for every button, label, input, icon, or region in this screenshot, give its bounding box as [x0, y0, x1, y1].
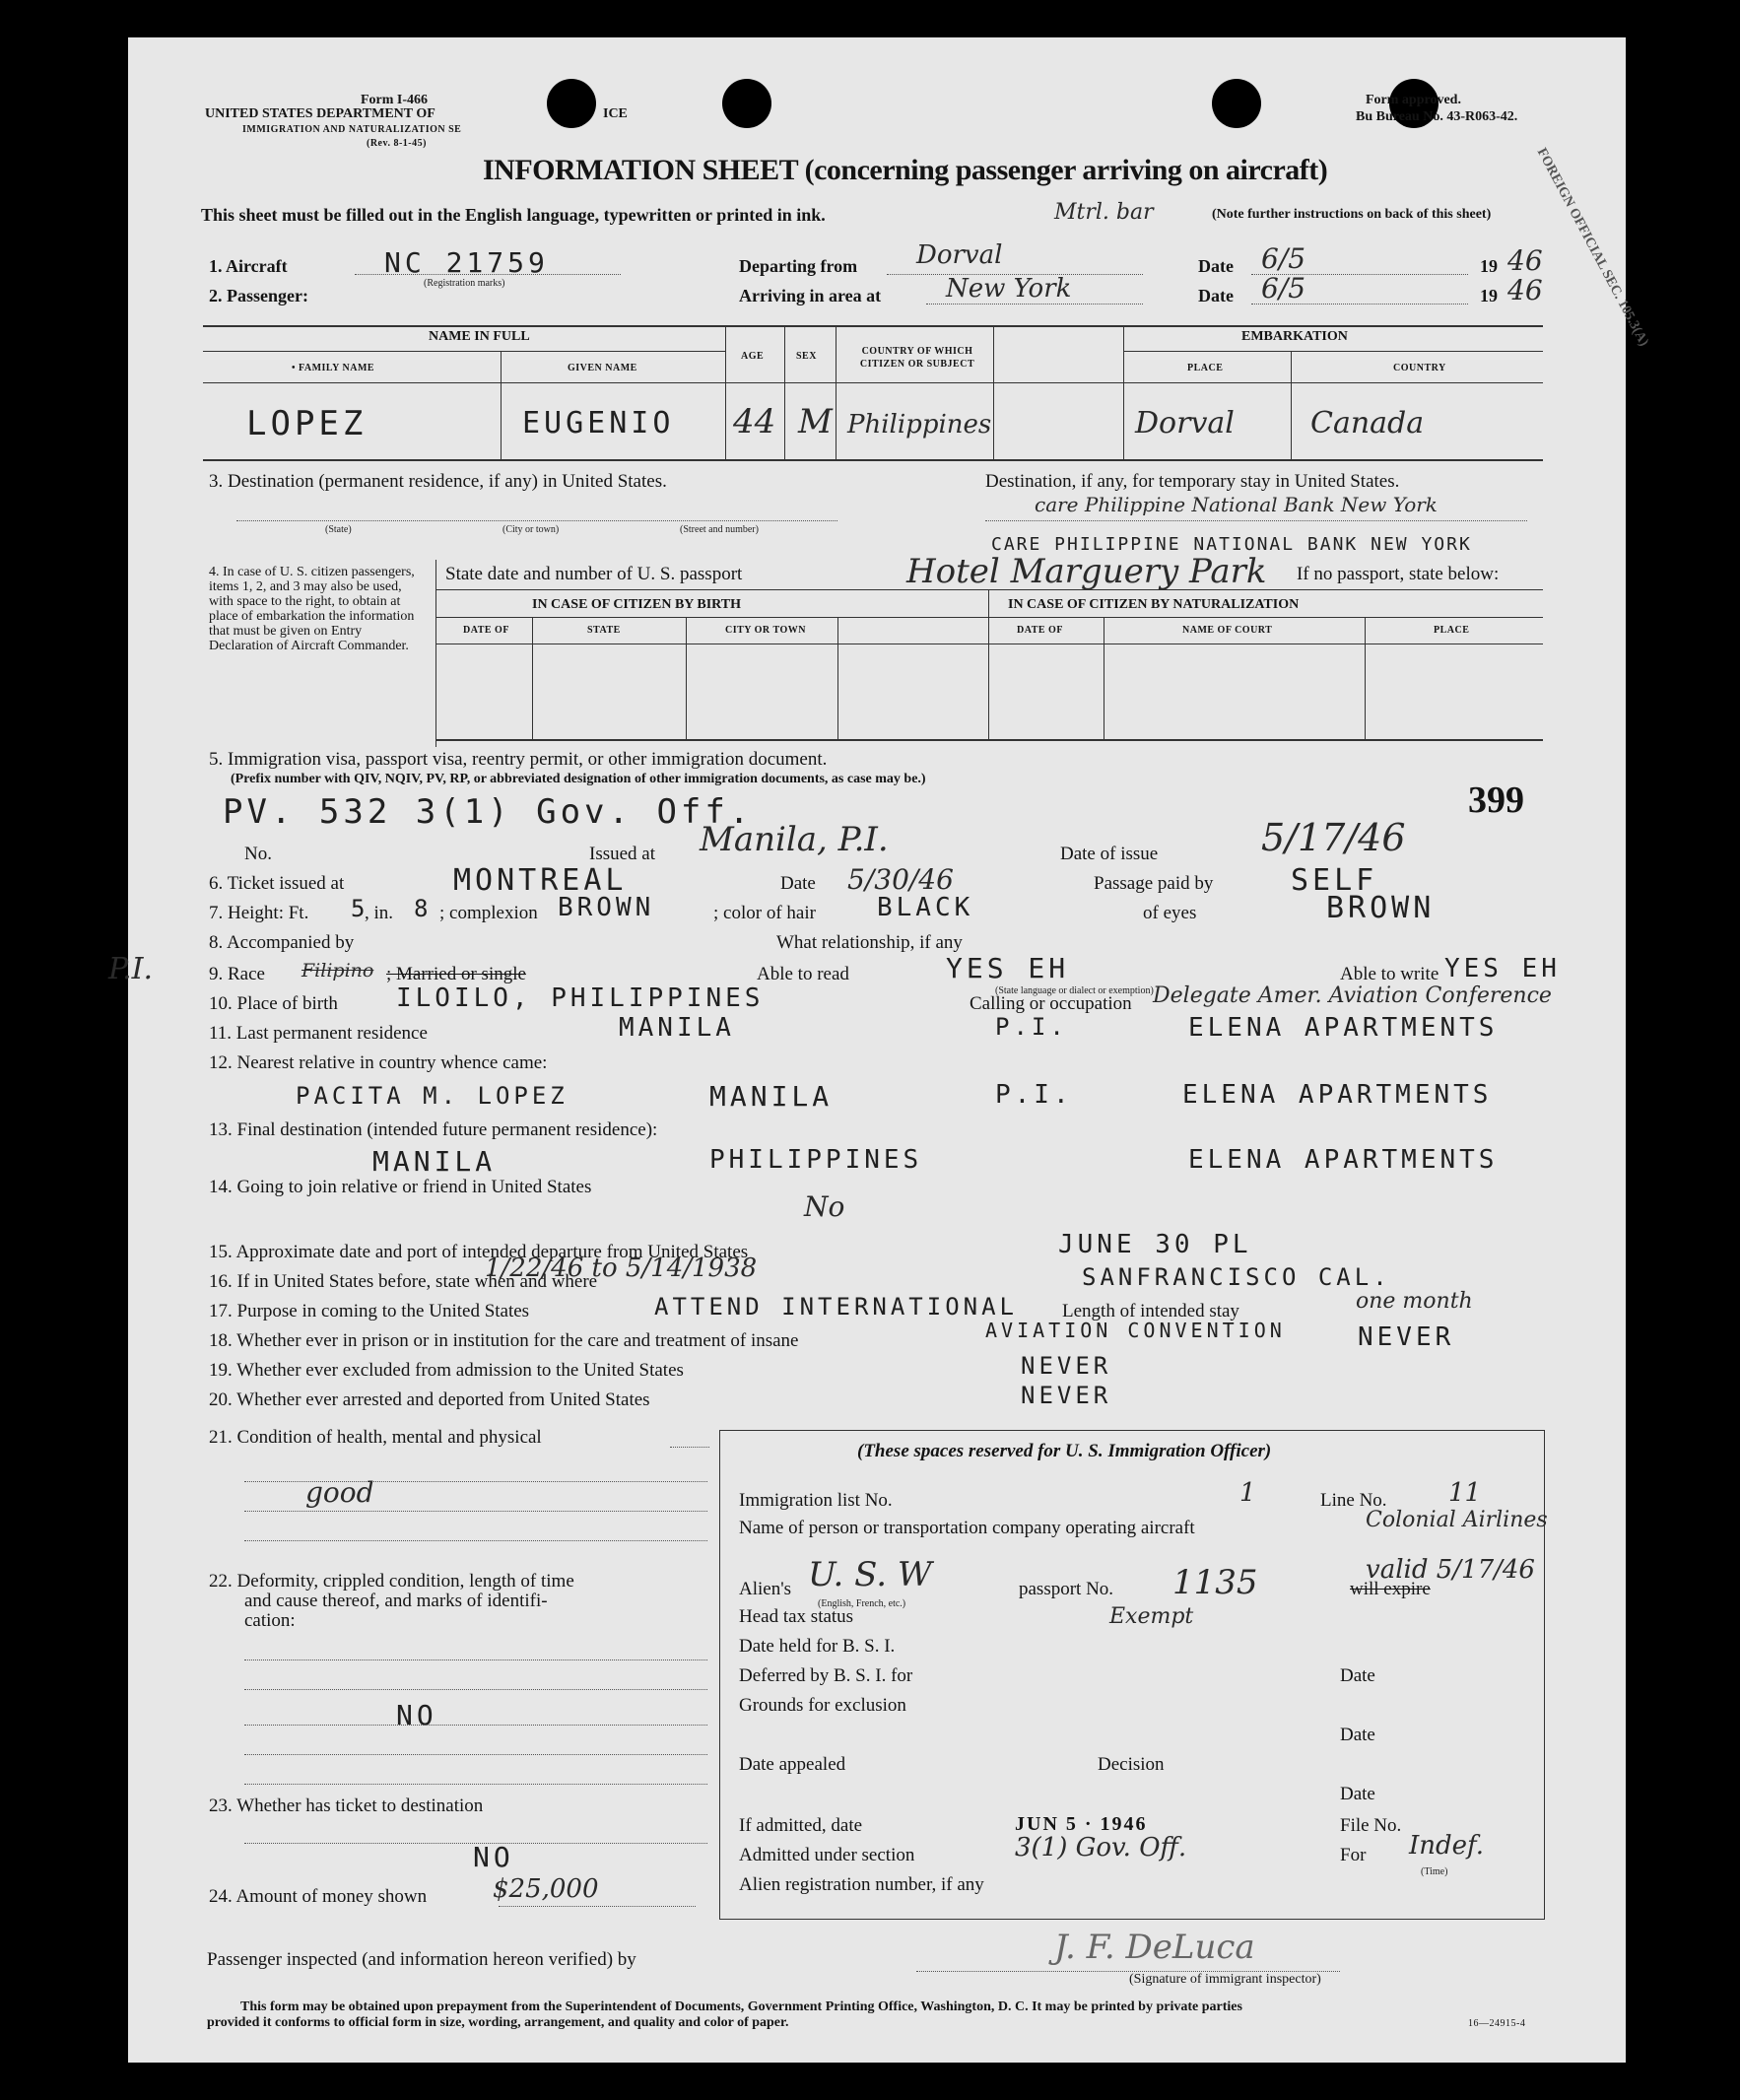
- instruction-note: (Note further instructions on back of this sheet): [1212, 207, 1492, 222]
- departure-label: 15. Approximate date and port of intended departure from United States: [209, 1242, 749, 1262]
- date-label-2: Date: [1198, 286, 1234, 305]
- previous-visit-label: 16. If in United States before, state when and where: [209, 1271, 598, 1292]
- purpose-value-continued: AVIATION CONVENTION: [985, 1319, 1286, 1342]
- punch-hole: [1212, 79, 1261, 128]
- citizen-instructions: 4. In case of U. S. citizen passengers, items 1, 2, and 3 may also be used, with space to the right, to obtain at place of embarkation the information that must be given on Entry Declaration of Aircraft Commander.: [209, 565, 415, 653]
- height-ft-value: 5: [351, 895, 369, 922]
- nearest-relative-street: ELENA APARTMENTS: [1182, 1080, 1493, 1110]
- last-residence-label: 11. Last permanent residence: [209, 1023, 428, 1044]
- occupation-value: Delegate Amer. Aviation Conference: [1153, 983, 1552, 1008]
- officer-box-title: (These spaces reserved for U. S. Immigration Officer): [857, 1441, 1272, 1461]
- ticket-date-label: Date: [780, 873, 816, 894]
- family-name-header: • FAMILY NAME: [292, 363, 375, 373]
- form-sheet: [108, 37, 1651, 2063]
- final-destination-street: ELENA APARTMENTS: [1188, 1145, 1499, 1175]
- height-in-value: 8: [414, 895, 433, 922]
- immigration-doc-sublabel: (Prefix number with QIV, NQIV, PV, RP, or abbreviated designation of other immigration documents, as case may be.): [231, 772, 926, 786]
- age-value: 44: [733, 402, 776, 441]
- approval-line: Form approved.: [1366, 93, 1461, 107]
- document-number-stamp: 399: [1468, 779, 1524, 821]
- file-no-label: File No.: [1340, 1815, 1402, 1836]
- language-hint: (State language or dialect or exemption): [995, 985, 1154, 996]
- date-value-1: 6/5: [1261, 242, 1306, 275]
- previous-visit-place: SANFRANCISCO CAL.: [1082, 1263, 1391, 1291]
- admitted-section-value: 3(1) Gov. Off.: [1015, 1833, 1187, 1863]
- alien-registration-label: Alien registration number, if any: [739, 1874, 984, 1895]
- date-value-2: 6/5: [1261, 272, 1306, 305]
- hotel-handwritten: Hotel Marguery Park: [906, 552, 1267, 591]
- excluded-label: 19. Whether ever excluded from admission to the United States: [209, 1360, 684, 1381]
- date-of-issue-label: Date of issue: [1060, 844, 1159, 864]
- temp-destination-handwritten: care Philippine National Bank New York: [1035, 493, 1438, 516]
- departing-value: Dorval: [916, 240, 1003, 270]
- by-birth-header: IN CASE OF CITIZEN BY BIRTH: [532, 597, 742, 612]
- hint-city: (City or town): [502, 524, 560, 535]
- passport-no-value: 1135: [1172, 1563, 1258, 1602]
- race-label: 9. Race: [209, 964, 265, 984]
- for-value: Indef.: [1409, 1831, 1485, 1861]
- agency-line: UNITED STATES DEPARTMENT OF: [205, 106, 435, 121]
- bsi-held-label: Date held for B. S. I.: [739, 1636, 896, 1657]
- col-city-town: CITY OR TOWN: [725, 625, 806, 636]
- able-to-write-value: YES EH: [1444, 954, 1561, 983]
- year-prefix-1: 19: [1480, 256, 1498, 276]
- time-hint: (Time): [1421, 1866, 1448, 1877]
- deformity-label-3: cation:: [244, 1610, 296, 1631]
- nearest-relative-city: MANILA: [709, 1080, 834, 1113]
- immigration-list-label: Immigration list No.: [739, 1490, 893, 1511]
- health-value: good: [305, 1476, 374, 1509]
- money-label: 24. Amount of money shown: [209, 1886, 428, 1907]
- deformity-label-1: 22. Deformity, crippled condition, length of time: [209, 1571, 574, 1592]
- eyes-label: of eyes: [1143, 903, 1197, 923]
- form-code: 16—24915-4: [1468, 2018, 1526, 2029]
- passport-label: State date and number of U. S. passport: [445, 564, 743, 584]
- punch-hole: [547, 79, 596, 128]
- grounds-exclusion-label: Grounds for exclusion: [739, 1695, 906, 1716]
- deported-value: NEVER: [1021, 1382, 1112, 1409]
- issued-at-value: Manila, P.I.: [700, 820, 889, 859]
- length-of-stay-label: Length of intended stay: [1062, 1301, 1239, 1321]
- hint-state: (State): [325, 524, 352, 535]
- last-residence-country: P.I.: [995, 1013, 1068, 1041]
- nearest-relative-label: 12. Nearest relative in country whence came:: [209, 1052, 548, 1073]
- ticket-date-value: 5/30/46: [847, 863, 954, 896]
- issued-at-label: Issued at: [589, 844, 656, 864]
- place-header: PLACE: [1187, 363, 1224, 373]
- bureau-number: Bu Bureau No. 43-R063-42.: [1356, 109, 1518, 124]
- embarkation-header: EMBARKATION: [1241, 329, 1348, 344]
- race-margin-note: P.I.: [108, 952, 154, 986]
- passenger-label: 2. Passenger:: [209, 286, 308, 305]
- ticket-label: 6. Ticket issued at: [209, 873, 345, 894]
- will-expire-label: will expire: [1350, 1579, 1431, 1599]
- immigration-doc-label: 5. Immigration visa, passport visa, reentry permit, or other immigration document.: [209, 749, 828, 770]
- alien-label: Alien's: [739, 1579, 792, 1599]
- col-state: STATE: [587, 625, 621, 636]
- money-value: $25,000: [493, 1874, 599, 1904]
- able-to-write-label: Able to write: [1340, 964, 1439, 984]
- married-single-label: ; Married or single: [386, 964, 526, 984]
- eyes-value: BROWN: [1326, 891, 1436, 925]
- revision: (Rev. 8-1-45): [367, 138, 427, 149]
- alien-value: U. S. W: [808, 1555, 932, 1594]
- nearest-relative-name: PACITA M. LOPEZ: [296, 1082, 569, 1110]
- destination-label: 3. Destination (permanent residence, if any) in United States.: [209, 471, 667, 492]
- country-col-header: COUNTRY: [1393, 363, 1446, 373]
- country-header: COUNTRY OF WHICH CITIZEN OR SUBJECT: [859, 346, 975, 370]
- ticket-destination-value: NO: [473, 1841, 514, 1873]
- no-passport-label: If no passport, state below:: [1297, 564, 1500, 584]
- agency-line-tail: ICE: [603, 106, 628, 121]
- immigration-doc-value: PV. 532 3(1) Gov. Off.: [223, 792, 754, 832]
- passage-paid-label: Passage paid by: [1094, 873, 1214, 894]
- height-label: 7. Height: Ft.: [209, 903, 309, 923]
- temp-destination-printed: CARE PHILIPPINE NATIONAL BANK NEW YORK: [991, 534, 1472, 555]
- given-name-value: EUGENIO: [522, 406, 675, 440]
- inspected-by-label: Passenger inspected (and information hereon verified) by: [207, 1949, 636, 1970]
- final-destination-country: PHILIPPINES: [709, 1145, 923, 1175]
- height-in-label: , in.: [365, 903, 394, 923]
- deferred-label: Deferred by B. S. I. for: [739, 1665, 913, 1686]
- ticket-destination-label: 23. Whether has ticket to destination: [209, 1795, 484, 1816]
- join-relative-value: No: [804, 1190, 845, 1223]
- embarkation-country-value: Canada: [1310, 406, 1425, 440]
- head-tax-label: Head tax status: [739, 1606, 854, 1627]
- sex-header: SEX: [796, 351, 817, 362]
- date-of-issue-value: 5/17/46: [1261, 816, 1406, 859]
- alien-language-hint: (English, French, etc.): [818, 1598, 906, 1609]
- hair-value: BLACK: [877, 893, 974, 922]
- hair-label: ; color of hair: [713, 903, 816, 923]
- decision-date-label: Date: [1340, 1784, 1375, 1804]
- complexion-label: ; complexion: [439, 903, 538, 923]
- deformity-value: NO: [396, 1699, 437, 1731]
- departure-value: JUNE 30 PL: [1058, 1230, 1252, 1259]
- inspector-signature: J. F. DeLuca: [1054, 1928, 1255, 1967]
- passport-no-label: passport No.: [1019, 1579, 1114, 1599]
- registration-hint: (Registration marks): [424, 278, 505, 289]
- excluded-value: NEVER: [1021, 1352, 1112, 1380]
- head-tax-value: Exempt: [1109, 1604, 1194, 1629]
- col-nat-date-of: DATE OF: [1017, 625, 1063, 636]
- purpose-value: ATTEND INTERNATIONAL: [654, 1293, 1018, 1321]
- departing-label: Departing from: [739, 256, 858, 276]
- relationship-label: What relationship, if any: [776, 932, 963, 953]
- deformity-label-2: and cause thereof, and marks of identifi-: [244, 1591, 548, 1611]
- doc-number-label: No.: [244, 844, 272, 864]
- year-prefix-2: 19: [1480, 286, 1498, 305]
- arriving-label: Arriving in area at: [739, 286, 882, 305]
- date-appealed-label: Date appealed: [739, 1754, 846, 1775]
- age-header: AGE: [741, 351, 765, 362]
- final-destination-city: MANILA: [372, 1145, 497, 1178]
- line-no-value: 11: [1448, 1478, 1482, 1508]
- able-to-read-value: YES EH: [946, 952, 1070, 984]
- sex-value: M: [798, 402, 833, 441]
- aircraft-label: 1. Aircraft: [209, 256, 288, 276]
- length-of-stay-value: one month: [1356, 1289, 1473, 1314]
- birthplace-value: ILOILO, PHILIPPINES: [396, 983, 765, 1013]
- final-destination-label: 13. Final destination (intended future permanent residence):: [209, 1119, 658, 1140]
- for-label: For: [1340, 1845, 1367, 1865]
- admitted-section-label: Admitted under section: [739, 1845, 915, 1865]
- by-naturalization-header: IN CASE OF CITIZEN BY NATURALIZATION: [1008, 597, 1300, 612]
- footer-note-2: provided it conforms to official form in size, wording, arrangement, and quality and color of paper.: [207, 2015, 789, 2030]
- form-number: Form I-466: [361, 93, 429, 107]
- nearest-relative-country: P.I.: [995, 1080, 1073, 1110]
- punch-hole: [722, 79, 771, 128]
- admitted-date-label: If admitted, date: [739, 1815, 863, 1836]
- citizenship-value: Philippines: [847, 410, 992, 440]
- foreign-official-stamp: FOREIGN OFFICIAL SEC. 105.3(A): [1533, 146, 1651, 349]
- join-relative-label: 14. Going to join relative or friend in United States: [209, 1177, 592, 1197]
- operator-label: Name of person or transportation company operating aircraft: [739, 1518, 1195, 1538]
- able-to-read-label: Able to read: [757, 964, 849, 984]
- purpose-label: 17. Purpose in coming to the United States: [209, 1301, 530, 1321]
- passage-paid-value: SELF: [1291, 863, 1378, 898]
- year-value-2: 46: [1507, 274, 1543, 306]
- grounds-date-label: Date: [1340, 1725, 1375, 1745]
- previous-visit-date: 1/22/46 to 5/14/1938: [485, 1253, 758, 1283]
- occupation-label: Calling or occupation: [970, 993, 1132, 1014]
- date-label-1: Date: [1198, 256, 1234, 276]
- deported-label: 20. Whether ever arrested and deported from United States: [209, 1389, 650, 1410]
- instruction-text: This sheet must be filled out in the English language, typewritten or printed in ink.: [201, 205, 826, 225]
- family-name-value: LOPEZ: [246, 404, 368, 443]
- given-name-header: GIVEN NAME: [568, 363, 637, 373]
- form-title: INFORMATION SHEET (concerning passenger arriving on aircraft): [483, 154, 1328, 186]
- col-place: PLACE: [1434, 625, 1470, 636]
- aircraft-value: NC 21759: [384, 246, 549, 279]
- handwritten-note: Mtrl. bar: [1054, 200, 1154, 225]
- birthplace-label: 10. Place of birth: [209, 993, 338, 1014]
- last-residence-street: ELENA APARTMENTS: [1188, 1013, 1499, 1043]
- operator-value: Colonial Airlines: [1366, 1508, 1548, 1532]
- ticket-value: MONTREAL: [453, 863, 628, 898]
- line-no-label: Line No.: [1320, 1490, 1387, 1511]
- year-value-1: 46: [1507, 244, 1543, 277]
- race-struck-value: Filipino: [301, 960, 374, 982]
- immigration-list-value: 1: [1239, 1478, 1256, 1508]
- embarkation-place-value: Dorval: [1135, 406, 1235, 440]
- col-name-of-court: NAME OF COURT: [1182, 625, 1273, 636]
- last-residence-city: MANILA: [619, 1013, 735, 1043]
- signature-hint: (Signature of immigrant inspector): [1129, 1972, 1321, 1987]
- prison-label: 18. Whether ever in prison or in institution for the care and treatment of insane: [209, 1330, 799, 1351]
- arriving-value: New York: [946, 274, 1072, 304]
- temp-destination-label: Destination, if any, for temporary stay in United States.: [985, 471, 1400, 492]
- name-in-full-header: NAME IN FULL: [429, 329, 530, 344]
- accompanied-label: 8. Accompanied by: [209, 932, 355, 953]
- complexion-value: BROWN: [558, 893, 655, 922]
- agency-subline: IMMIGRATION AND NATURALIZATION SE: [242, 124, 462, 135]
- will-expire-value: valid 5/17/46: [1366, 1555, 1535, 1585]
- health-label: 21. Condition of health, mental and physical: [209, 1427, 542, 1448]
- decision-label: Decision: [1098, 1754, 1165, 1775]
- col-date-of: DATE OF: [463, 625, 509, 636]
- deferred-date-label: Date: [1340, 1665, 1375, 1686]
- footer-note-1: This form may be obtained upon prepayment from the Superintendent of Documents, Government Printing Office, Washington, D. C. It may be printed by private parties: [240, 1999, 1242, 2014]
- prison-value: NEVER: [1358, 1322, 1455, 1352]
- hint-street: (Street and number): [680, 524, 759, 535]
- admitted-date-stamp: JUN 5 · 1946: [1015, 1813, 1148, 1835]
